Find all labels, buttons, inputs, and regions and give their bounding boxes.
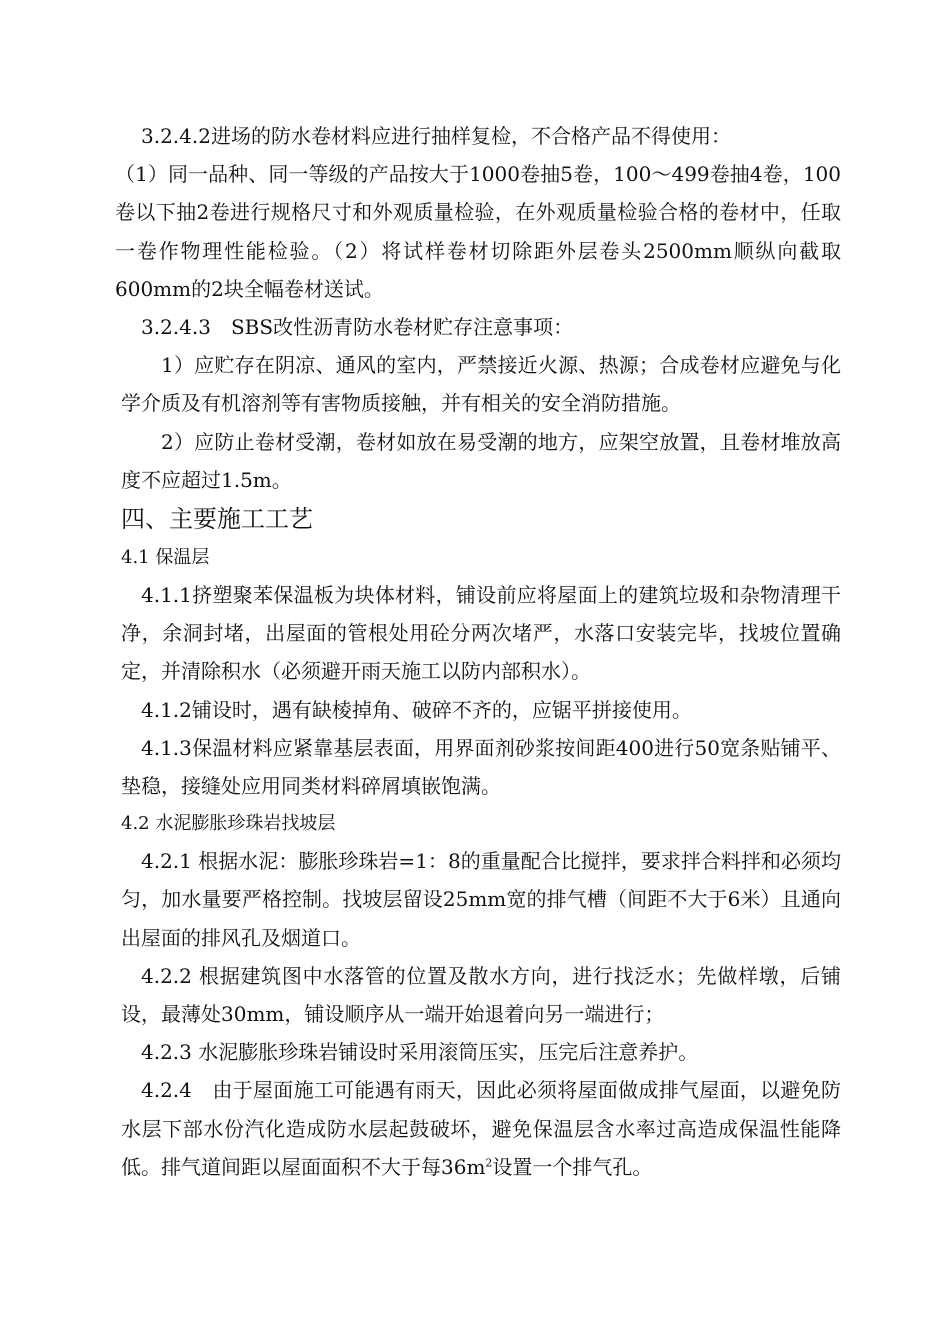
paragraph-3242-items: （1）同一品种、同一等级的产品按大于1000卷抽5卷，100～499卷抽4卷，100卷以下抽2卷进行规格尺寸和外观质量检验，在外观质量检验合格的卷材中，任取一卷作物理性能检验。（2）将试样卷材切除距外层卷头2500mm顺纵向截取600mm的2块全幅卷材送试。 [115, 162, 841, 301]
paragraph-421: 4.2.1 根据水泥：膨胀珍珠岩=1：8的重量配合比搅拌，要求拌合料拌和必须均匀，加水量要严格控制。找坡层留设25mm宽的排气槽（间距不大于6米）且通向出屋面的排风孔及烟道口。 [121, 849, 841, 950]
subsection-heading-4-1: 4.1 保温层 [121, 547, 210, 569]
section-heading-4: 四、主要施工工艺 [121, 505, 313, 534]
paragraph-3243: 3.2.4.3 SBS改性沥青防水卷材贮存注意事项： [141, 315, 574, 340]
paragraph-412: 4.1.2铺设时，遇有缺棱掉角、破碎不齐的，应锯平拼接使用。 [141, 697, 692, 722]
paragraph-413: 4.1.3保温材料应紧靠基层表面，用界面剂砂浆按间距400进行50宽条贴铺平、垫稳，接缝处应用同类材料碎屑填嵌饱满。 [121, 735, 841, 799]
paragraph-422: 4.2.2 根据建筑图中水落管的位置及散水方向，进行找泛水；先做样墩，后铺设，最薄处30mm，铺设顺序从一端开始退着向另一端进行； [121, 963, 841, 1027]
paragraph-3242: 3.2.4.2进场的防水卷材料应进行抽样复检，不合格产品不得使用： [141, 124, 731, 148]
superscript-2: 2 [485, 1156, 493, 1170]
paragraph-424-text: 4.2.4 由于屋面施工可能遇有雨天，因此必须将屋面做成排气屋面，以避免防水层下部水份汽化造成防水层起鼓破坏，避免保温层含水率过高造成保温性能降低。排气道间距以屋面面积不大于每36m [121, 1078, 841, 1179]
paragraph-424 [121, 1071, 841, 1186]
paragraph-3243-item-1: 1）应贮存在阴凉、通风的室内，严禁接近火源、热源；合成卷材应避免与化学介质及有机溶剂等有害物质接触，并有相关的安全消防措施。 [121, 353, 841, 416]
paragraph-3243-item-2: 2）应防止卷材受潮，卷材如放在易受潮的地方，应架空放置，且卷材堆放高度不应超过1.5m。 [121, 429, 841, 492]
subsection-heading-4-2: 4.2 水泥膨胀珍珠岩找坡层 [121, 813, 336, 835]
document-body [115, 117, 841, 1186]
paragraph-411: 4.1.1挤塑聚苯保温板为块体材料，铺设前应将屋面上的建筑垃圾和杂物清理干净，余洞封堵，出屋面的管根处用砼分两次堵严，水落口安装完毕，找坡位置确定，并清除积水（必须避开雨天施工以防内部积水）。 [121, 583, 841, 684]
paragraph-424-end: 设置一个排气孔。 [492, 1154, 653, 1179]
paragraph-423: 4.2.3 水泥膨胀珍珠岩铺设时采用滚筒压实，压完后注意养护。 [141, 1040, 699, 1065]
